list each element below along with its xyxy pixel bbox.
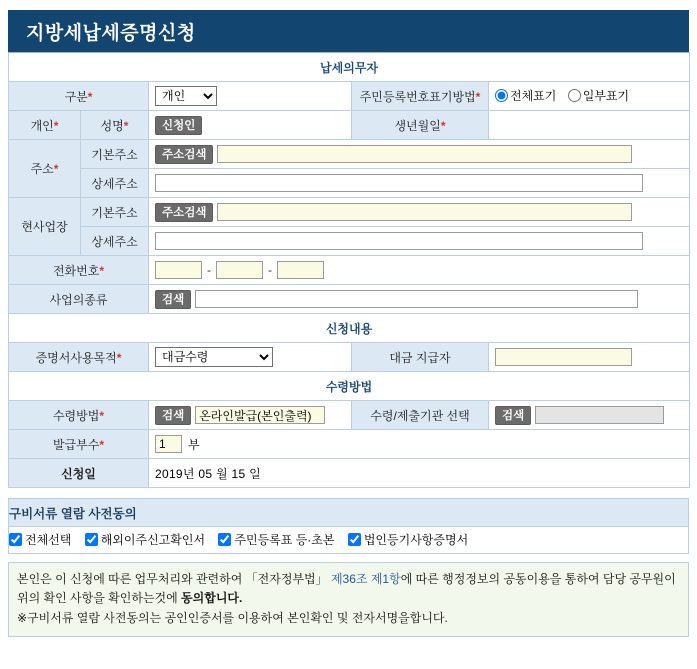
required-marker: * <box>475 89 481 104</box>
section-header-application: 신청내용 <box>9 314 690 343</box>
section-header-receive-row <box>9 372 690 401</box>
row-workplace-base <box>9 198 690 227</box>
receive-agency-search-button[interactable]: 검색 <box>495 406 531 425</box>
checkbox-group-overseas-migration[interactable] <box>85 531 205 548</box>
apply-date-value: 2019년 05 월 15 일 <box>155 466 262 481</box>
radio-rrn-full[interactable] <box>495 89 508 102</box>
checkbox-group-resident-registration[interactable] <box>218 531 334 548</box>
cell-type-select <box>149 82 352 111</box>
notice-text-part2: 에 따른 행정정보의 공동이용을 통하여 담당 공무원이 위의 확인 사항을 확인하는것에 <box>17 572 676 605</box>
required-marker: * <box>87 89 93 104</box>
cell-birthdate <box>489 111 690 140</box>
required-marker: * <box>123 118 129 133</box>
payer-controls <box>495 344 689 370</box>
consent-checkbox-row <box>9 527 689 554</box>
radio-rrn-full-label[interactable]: 전체표기 <box>510 89 557 103</box>
checkbox-select-all[interactable] <box>9 533 22 546</box>
required-marker: * <box>99 437 105 452</box>
cell-copies <box>149 430 690 459</box>
section-header-receive: 수령방법 <box>9 372 690 401</box>
phone-controls <box>155 257 689 283</box>
row-address-base <box>9 140 690 169</box>
label-phone-text: 전화번호 <box>52 263 100 278</box>
row-receive-method <box>9 401 690 430</box>
type-select[interactable] <box>155 86 217 106</box>
phone-part2-input[interactable] <box>216 261 263 279</box>
copies-input[interactable] <box>155 435 182 453</box>
required-marker: * <box>99 408 105 423</box>
label-receive-method <box>9 401 149 430</box>
radio-rrn-partial[interactable] <box>568 89 581 102</box>
label-workplace-detail: 상세주소 <box>81 227 149 256</box>
address-base-input[interactable] <box>217 145 632 163</box>
label-apply-date: 신청일 <box>9 459 149 488</box>
phone-part1-input[interactable] <box>155 261 202 279</box>
copies-controls <box>155 431 689 457</box>
label-copies <box>9 430 149 459</box>
cell-receive-method <box>149 401 352 430</box>
row-business-type <box>9 285 690 314</box>
cell-purpose-select <box>149 343 352 372</box>
label-phone <box>9 256 149 285</box>
checkbox-resident-registration[interactable] <box>218 533 231 546</box>
row-purpose <box>9 343 690 372</box>
name-controls <box>155 112 351 138</box>
radio-group-rrn-full[interactable] <box>495 87 556 104</box>
receive-agency-input <box>535 406 664 424</box>
cell-address-detail <box>149 169 690 198</box>
workplace-detail-input[interactable] <box>155 232 643 250</box>
cell-workplace-detail <box>149 227 690 256</box>
label-address-detail: 상세주소 <box>81 169 149 198</box>
checkbox-resident-registration-label[interactable]: 주민등록표 등·초본 <box>234 533 335 547</box>
label-business-type: 사업의종류 <box>9 285 149 314</box>
radio-rrn-partial-label[interactable]: 일부표기 <box>582 89 630 103</box>
row-copies <box>9 430 690 459</box>
workplace-address-search-button[interactable]: 주소검색 <box>155 203 213 222</box>
applicant-button[interactable]: 신청인 <box>155 116 202 135</box>
label-type <box>9 82 149 111</box>
consent-header-row <box>9 499 689 527</box>
checkbox-corporate-registry[interactable] <box>348 533 361 546</box>
business-type-input[interactable] <box>195 290 638 308</box>
required-marker: * <box>53 118 59 133</box>
receive-method-controls <box>155 402 351 428</box>
notice-text-line2: ※구비서류 열람 사전동의는 공인인증서를 이용하여 본인확인 및 전자서명을합니다. <box>17 611 448 626</box>
cell-apply-date <box>149 459 690 488</box>
label-rrn-method <box>352 82 489 111</box>
phone-dash-2: - <box>268 263 272 277</box>
checkbox-group-corporate-registry[interactable] <box>348 531 468 548</box>
required-marker: * <box>53 162 59 176</box>
label-address-text: 주소 <box>30 162 54 176</box>
label-individual <box>9 111 81 140</box>
notice-text-part1: 본인은 이 신청에 따른 업무처리와 관련하여 「전자정부법」 <box>17 572 331 586</box>
label-workplace-base: 기본주소 <box>81 198 149 227</box>
cell-receive-agency <box>489 401 690 430</box>
cell-name <box>149 111 352 140</box>
address-search-button[interactable]: 주소검색 <box>155 145 213 164</box>
cell-rrn-radios <box>489 82 690 111</box>
label-birthdate-text: 생년월일 <box>394 118 441 133</box>
row-phone <box>9 256 690 285</box>
checkbox-overseas-migration-label[interactable]: 해외이주신고확인서 <box>100 533 206 547</box>
section-spacer <box>0 488 697 498</box>
row-apply-date <box>9 459 690 488</box>
receive-method-search-button[interactable]: 검색 <box>155 406 191 425</box>
workplace-detail-controls <box>155 228 689 254</box>
row-name <box>9 111 690 140</box>
address-detail-controls <box>155 170 689 196</box>
application-form-table <box>8 52 690 488</box>
cell-business-type <box>149 285 690 314</box>
label-purpose <box>9 343 149 372</box>
label-name-text: 성명 <box>100 118 124 133</box>
row-type <box>9 82 690 111</box>
receive-agency-controls <box>495 402 689 428</box>
label-receive-method-text: 수령방법 <box>52 408 100 423</box>
notice-agree-emphasis: 동의합니다. <box>181 590 243 605</box>
phone-dash-1: - <box>207 263 211 277</box>
receive-method-input[interactable] <box>195 406 325 424</box>
required-marker: * <box>440 118 446 133</box>
label-name <box>81 111 149 140</box>
label-type-text: 구분 <box>64 89 88 104</box>
notice-law-article-link: 제36조 제1항 <box>330 572 401 586</box>
phone-part3-input[interactable] <box>277 261 324 279</box>
consent-heading: 구비서류 열람 사전동의 <box>9 499 689 527</box>
label-receive-agency: 수령/제출기관 선택 <box>352 401 489 430</box>
cell-phone <box>149 256 690 285</box>
checkbox-overseas-migration[interactable] <box>85 533 98 546</box>
workplace-base-input[interactable] <box>217 203 632 221</box>
payer-input[interactable] <box>495 348 632 366</box>
consent-checkbox-cell <box>9 527 689 554</box>
label-address <box>9 140 81 198</box>
label-individual-text: 개인 <box>30 118 54 133</box>
workplace-base-controls <box>155 199 689 225</box>
radio-group-rrn-partial[interactable] <box>568 87 629 104</box>
address-detail-input[interactable] <box>155 174 643 192</box>
consent-table <box>8 498 689 554</box>
copies-unit-label: 부 <box>188 437 200 452</box>
business-type-controls <box>155 286 689 312</box>
label-birthdate <box>352 111 489 140</box>
purpose-select[interactable] <box>155 347 273 367</box>
section-header-taxpayer-row <box>9 53 690 82</box>
checkbox-group-select-all[interactable] <box>9 531 71 548</box>
cell-workplace-base <box>149 198 690 227</box>
label-copies-text: 발급부수 <box>52 437 100 452</box>
required-marker: * <box>99 263 105 278</box>
label-rrn-method-text: 주민등록번호표기방법 <box>359 89 476 104</box>
cell-payer <box>489 343 690 372</box>
address-base-controls <box>155 141 689 167</box>
row-address-detail <box>9 169 690 198</box>
label-payer: 대금 지급자 <box>352 343 489 372</box>
consent-notice <box>8 562 689 637</box>
label-purpose-text: 증명서사용목적 <box>35 350 117 365</box>
label-address-base: 기본주소 <box>81 140 149 169</box>
section-header-application-row <box>9 314 690 343</box>
checkbox-select-all-label[interactable]: 전체선택 <box>25 533 72 547</box>
label-workplace: 현사업장 <box>9 198 81 256</box>
checkbox-corporate-registry-label[interactable]: 법인등기사항증명서 <box>363 533 469 547</box>
cell-address-base <box>149 140 690 169</box>
page-titlebar <box>8 10 689 52</box>
page-title: 지방세납세증명신청 <box>26 22 196 44</box>
section-header-taxpayer: 납세의무자 <box>9 53 690 82</box>
row-workplace-detail <box>9 227 690 256</box>
business-search-button[interactable]: 검색 <box>155 290 191 309</box>
required-marker: * <box>116 350 122 365</box>
